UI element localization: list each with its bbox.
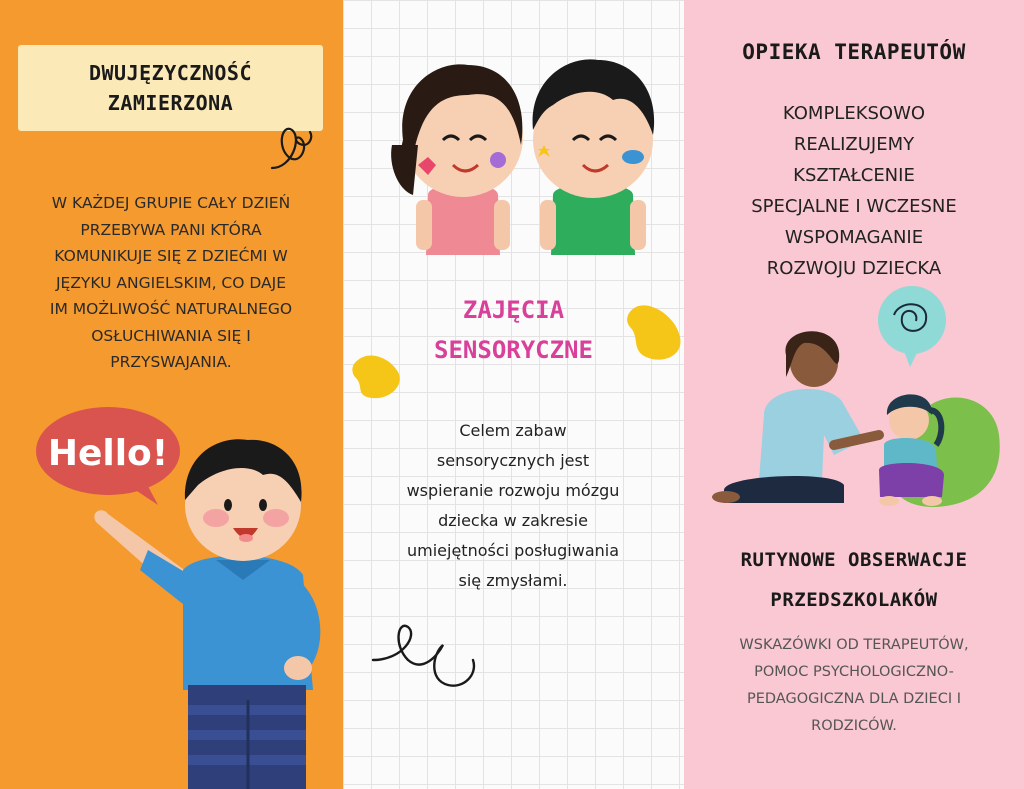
squiggle-icon (262, 118, 322, 178)
middle-body-line: umiejętności posługiwania (406, 541, 620, 560)
middle-body-line: sensorycznych jest (436, 451, 590, 470)
squiggle-icon (368, 615, 488, 705)
left-title-line1: DWUJĘZYCZNOŚĆ (88, 61, 253, 85)
right-panel (684, 0, 1024, 789)
middle-panel (343, 0, 684, 789)
left-body-line: OSŁUCHIWANIA SIĘ I (91, 326, 251, 345)
right-body-text (684, 98, 1024, 284)
left-title-line2: ZAMIERZONA (107, 91, 234, 115)
right-title-2 (684, 540, 1024, 620)
middle-body-text (363, 416, 663, 596)
left-body-line: IM MOŻLIWOŚĆ NATURALNEGO (49, 300, 293, 318)
right-body-text-2 (684, 632, 1024, 740)
left-body-line: JĘZYKU ANGIELSKIM, CO DAJE (55, 273, 287, 292)
left-panel (0, 0, 343, 789)
right-title-2-line1: RUTYNOWE OBSERWACJE (740, 549, 968, 571)
middle-title-line2: SENSORYCZNE (434, 336, 593, 364)
right-body-line: KOMPLEKSOWO (782, 103, 926, 124)
middle-title-line1: ZAJĘCIA (462, 296, 565, 324)
middle-body-line: się zmysłami. (458, 571, 568, 590)
right-title: OPIEKA TERAPEUTÓW (742, 40, 966, 64)
two-kids-illustration (388, 45, 658, 260)
bubble-text: Hello! (47, 433, 169, 474)
right-body-line: WSPOMAGANIE (784, 227, 924, 248)
right-body-line: REALIZUJEMY (793, 134, 915, 155)
middle-body-line: wspieranie rozwoju mózgu (406, 481, 620, 500)
right-body-line: ROZWOJU DZIECKA (766, 258, 942, 279)
right-body-2-line: WSKAZÓWKI OD TERAPEUTÓW, (739, 637, 969, 653)
left-body-line: W KAŻDEJ GRUPIE CAŁY DZIEŃ (51, 194, 291, 212)
left-body-line: KOMUNIKUJE SIĘ Z DZIEĆMI W (54, 247, 288, 265)
right-body-2-line: POMOC PSYCHOLOGICZNO- (754, 664, 954, 680)
left-body-text (12, 190, 330, 376)
right-body-line: SPECJALNE I WCZESNE (751, 196, 957, 217)
right-body-2-line: RODZICÓW. (811, 718, 897, 734)
left-body-line: PRZEBYWA PANI KTÓRA (80, 220, 262, 239)
right-body-line: KSZTAŁCENIE (793, 165, 915, 186)
right-body-2-line: PEDAGOGICZNA DLA DZIECI I (746, 691, 961, 707)
middle-body-line: Celem zabaw (459, 421, 567, 440)
waving-boy-illustration (88, 430, 338, 789)
therapist-illustration (704, 285, 1004, 515)
middle-body-line: dziecka w zakresie (438, 511, 588, 530)
left-body-line: PRZYSWAJANIA. (110, 353, 232, 371)
middle-title (343, 290, 684, 370)
right-title-2-line2: PRZEDSZKOLAKÓW (770, 589, 938, 611)
